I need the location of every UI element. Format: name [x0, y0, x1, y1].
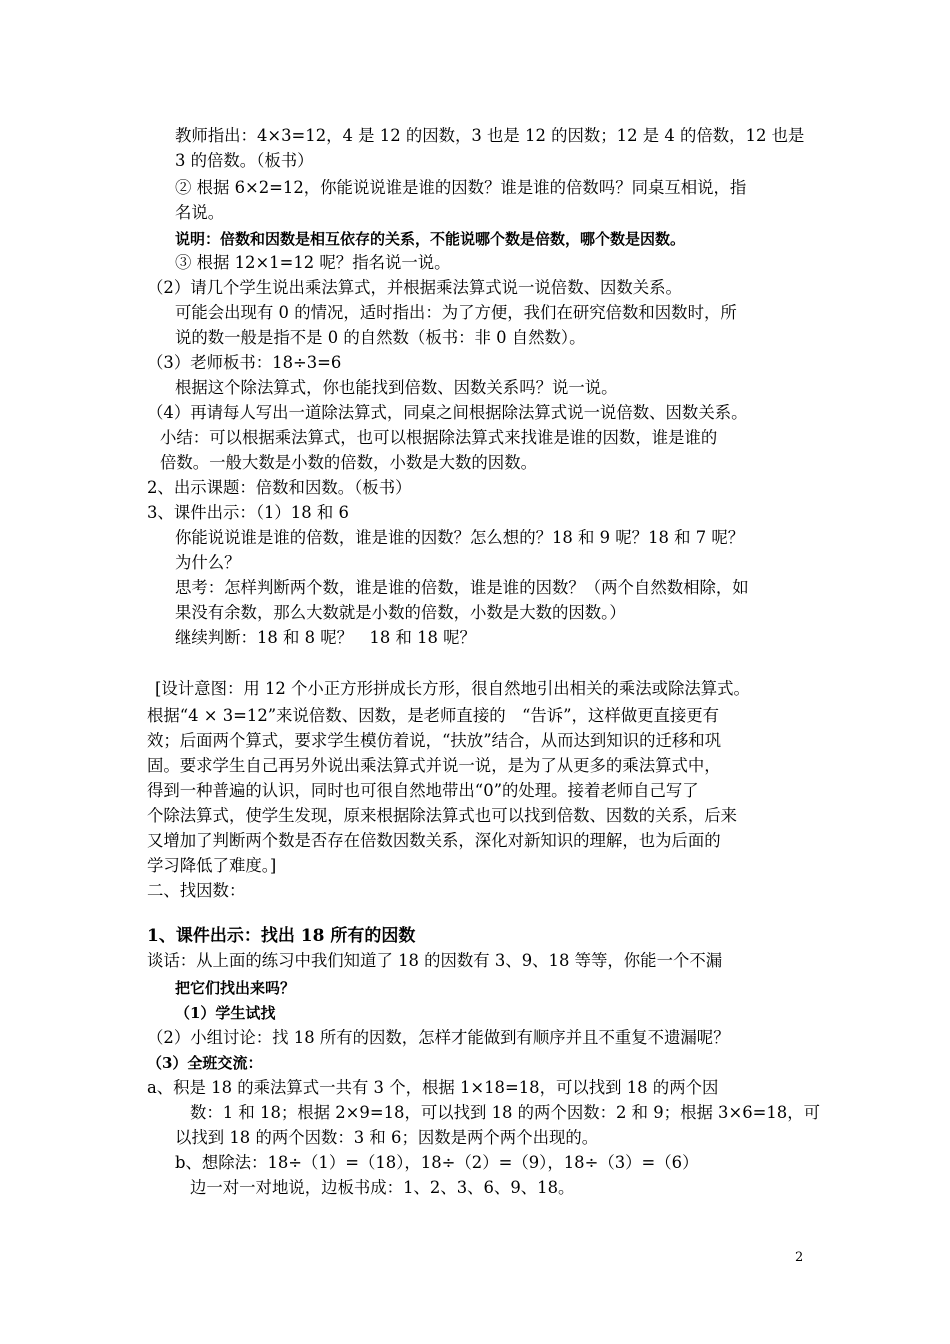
design-intent-line: 得到一种普遍的认识，同时也可很自然地带出“0”的处理。接着老师自己写了	[147, 781, 699, 800]
text-line: 可能会出现有 0 的情况，适时指出：为了方便，我们在研究倍数和因数时，所	[175, 303, 737, 322]
text-line: 2、出示课题：倍数和因数。（板书）	[147, 478, 412, 497]
text-line: 小结：可以根据乘法算式，也可以根据除法算式来找谁是谁的因数，谁是谁的	[160, 428, 718, 447]
text-line: ② 根据 6×2=12，你能说说谁是谁的因数？谁是谁的倍数吗？同桌互相说，指	[175, 178, 747, 197]
text-line: 继续判断：18 和 8 呢？ 18 和 18 呢？	[175, 628, 476, 647]
dialogue-line: （1）学生试找	[175, 1004, 276, 1022]
text-line: 倍数。一般大数是小数的倍数，小数是大数的因数。	[160, 453, 537, 472]
text-line: 为什么？	[175, 553, 241, 572]
text-line: a、积是 18 的乘法算式一共有 3 个，根据 1×18=18，可以找到 18 的两个因	[147, 1078, 719, 1097]
dialogue-line: 把它们找出来吗？	[175, 979, 296, 997]
design-intent-line: 固。要求学生自己再另外说出乘法算式并说一说，是为了从更多的乘法算式中，	[147, 756, 721, 775]
discussion-line: （3）全班交流：	[147, 1054, 263, 1072]
text-line: 3 的倍数。（板书）	[175, 151, 314, 170]
text-line: 你能说说谁是谁的倍数，谁是谁的因数？怎么想的？18 和 9 呢？18 和 7 呢？	[175, 528, 745, 547]
page-number: 2	[795, 1250, 804, 1265]
design-intent-line: 又增加了判断两个数是否存在倍数因数关系，深化对新知识的理解，也为后面的	[147, 831, 721, 850]
design-intent-line: 学习降低了难度。]	[147, 856, 277, 875]
text-line: ③ 根据 12×1=12 呢？指名说一说。	[175, 253, 451, 272]
text-line: （2）小组讨论：找 18 所有的因数，怎样才能做到有顺序并且不重复不遗漏呢？	[147, 1028, 730, 1047]
design-intent-line: [设计意图：用 12 个小正方形拼成长方形，很自然地引出相关的乘法或除法算式。	[155, 679, 750, 698]
design-intent-line: 二、找因数：	[147, 881, 246, 900]
note-line: 说明：倍数和因数是相互依存的关系，不能说哪个数是倍数，哪个数是因数。	[175, 230, 686, 248]
text-line: 说的数一般是指不是 0 的自然数（板书：非 0 自然数）。	[175, 328, 586, 347]
text-line: （2）请几个学生说出乘法算式，并根据乘法算式说一说倍数、因数关系。	[147, 278, 682, 297]
text-line: （4）再请每人写出一道除法算式，同桌之间根据除法算式说一说倍数、因数关系。	[147, 403, 748, 422]
text-line: 以找到 18 的两个因数：3 和 6；因数是两个两个出现的。	[175, 1128, 599, 1147]
text-line: 思考：怎样判断两个数，谁是谁的倍数，谁是谁的因数？（两个自然数相除，如	[175, 578, 749, 597]
text-line: b、想除法：18÷（1）=（18），18÷（2）=（9），18÷（3）=（6）	[175, 1153, 699, 1172]
text-line: 根据这个除法算式，你也能找到倍数、因数关系吗？说一说。	[175, 378, 618, 397]
section-heading: 1、课件出示：找出 18 所有的因数	[147, 926, 416, 946]
text-line: 名说。	[175, 203, 225, 222]
text-line: 3、课件出示：（1）18 和 6	[147, 503, 349, 522]
text-line: 教师指出：4×3=12，4 是 12 的因数，3 也是 12 的因数；12 是 4 的倍数，12 也是	[175, 126, 805, 145]
text-line: 数：1 和 18；根据 2×9=18，可以找到 18 的两个因数：2 和 9；根据 3×6=18，可	[190, 1103, 821, 1122]
text-line: 边一对一对地说，边板书成：1、2、3、6、9、18。	[190, 1178, 575, 1197]
text-line: 谈话：从上面的练习中我们知道了 18 的因数有 3、9、18 等等，你能一个不漏	[147, 951, 723, 970]
text-line: 果没有余数，那么大数就是小数的倍数，小数是大数的因数。）	[175, 603, 626, 622]
design-intent-line: 根据“4 × 3=12”来说倍数、因数，是老师直接的 “告诉”，这样做更直接更有	[147, 706, 720, 725]
design-intent-line: 个除法算式，使学生发现，原来根据除法算式也可以找到倍数、因数的关系，后来	[147, 806, 738, 825]
design-intent-line: 效；后面两个算式，要求学生模仿着说，“扶放”结合，从而达到知识的迁移和巩	[147, 731, 722, 750]
text-line: （3）老师板书：18÷3=6	[147, 353, 342, 372]
